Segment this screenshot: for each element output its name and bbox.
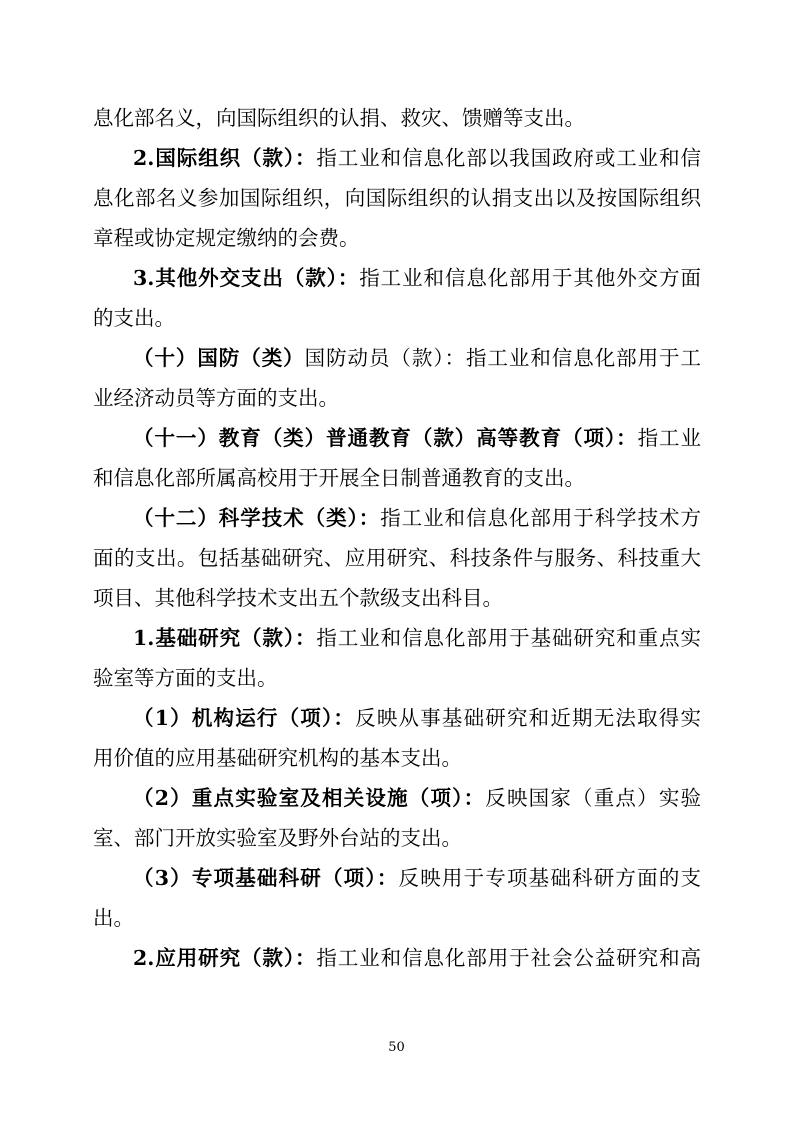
line-text: 的支出。 — [93, 306, 175, 330]
line-text: 国防动员（款）：指工业和信息化部用于工 — [304, 346, 701, 370]
text-line — [133, 344, 701, 372]
text-line — [133, 504, 701, 532]
section-heading: （1）机构运行（项）： — [133, 706, 356, 730]
text-line — [93, 184, 701, 212]
line-text: 和信息化部所属高校用于开展全日制普通教育的支出。 — [93, 466, 585, 490]
line-text: 室、部门开放实验室及野外台站的支出。 — [93, 826, 462, 850]
line-text: 项目、其他科学技术支出五个款级支出科目。 — [93, 586, 503, 610]
page-number: 50 — [388, 1040, 405, 1055]
section-heading: （十一）教育（类）普通教育（款）高等教育（项）： — [133, 426, 638, 450]
text-line — [93, 224, 701, 252]
text-line — [93, 584, 701, 612]
text-line — [93, 744, 701, 772]
text-line — [133, 784, 701, 812]
section-heading: （十二）科学技术（类）： — [133, 506, 381, 530]
text-line — [133, 144, 701, 172]
section-heading: （2）重点实验室及相关设施（项）： — [133, 786, 486, 810]
line-text: 指工业 — [637, 426, 701, 450]
text-line — [133, 704, 701, 732]
line-text: 业经济动员等方面的支出。 — [93, 386, 339, 410]
line-text: 息化部名义参加国际组织，向国际组织的认捐支出以及按国际组织 — [93, 186, 701, 210]
line-text: 反映国家（重点）实验 — [485, 786, 701, 810]
line-text: 用价值的应用基础研究机构的基本支出。 — [93, 746, 462, 770]
text-line — [133, 624, 701, 652]
line-text: 指工业和信息化部用于社会公益研究和高 — [316, 946, 701, 970]
text-line — [133, 864, 701, 892]
text-line — [93, 544, 701, 572]
text-line — [93, 104, 701, 132]
section-heading: 2.应用研究（款）： — [133, 946, 317, 970]
text-line — [93, 304, 701, 332]
line-text: 指工业和信息化部用于科学技术方 — [380, 506, 701, 530]
line-text: 指工业和信息化部用于基础研究和重点实 — [316, 626, 701, 650]
line-text: 指工业和信息化部以我国政府或工业和信 — [316, 146, 701, 170]
line-text: 出。 — [93, 906, 134, 930]
line-text: 反映从事基础研究和近期无法取得实 — [355, 706, 701, 730]
text-line — [133, 944, 701, 972]
line-text: 指工业和信息化部用于其他外交方面 — [359, 266, 701, 290]
text-line — [93, 664, 701, 692]
section-heading: 1.基础研究（款）： — [133, 626, 317, 650]
text-line — [93, 904, 701, 932]
section-heading: （3）专项基础科研（项）： — [133, 866, 399, 890]
text-line — [93, 384, 701, 412]
line-text: 验室等方面的支出。 — [93, 666, 278, 690]
line-text: 息化部名义，向国际组织的认捐、救灾、馈赠等支出。 — [93, 106, 585, 130]
text-line — [133, 264, 701, 292]
section-heading: 3.其他外交支出（款）： — [133, 266, 360, 290]
section-heading: （十）国防（类） — [133, 346, 305, 370]
section-heading: 2.国际组织（款）： — [133, 146, 317, 170]
text-line — [133, 424, 701, 452]
text-line — [93, 824, 701, 852]
line-text: 面的支出。包括基础研究、应用研究、科技条件与服务、科技重大 — [93, 546, 701, 570]
text-line — [93, 464, 701, 492]
line-text: 章程或协定规定缴纳的会费。 — [93, 226, 360, 250]
line-text: 反映用于专项基础科研方面的支 — [398, 866, 701, 890]
